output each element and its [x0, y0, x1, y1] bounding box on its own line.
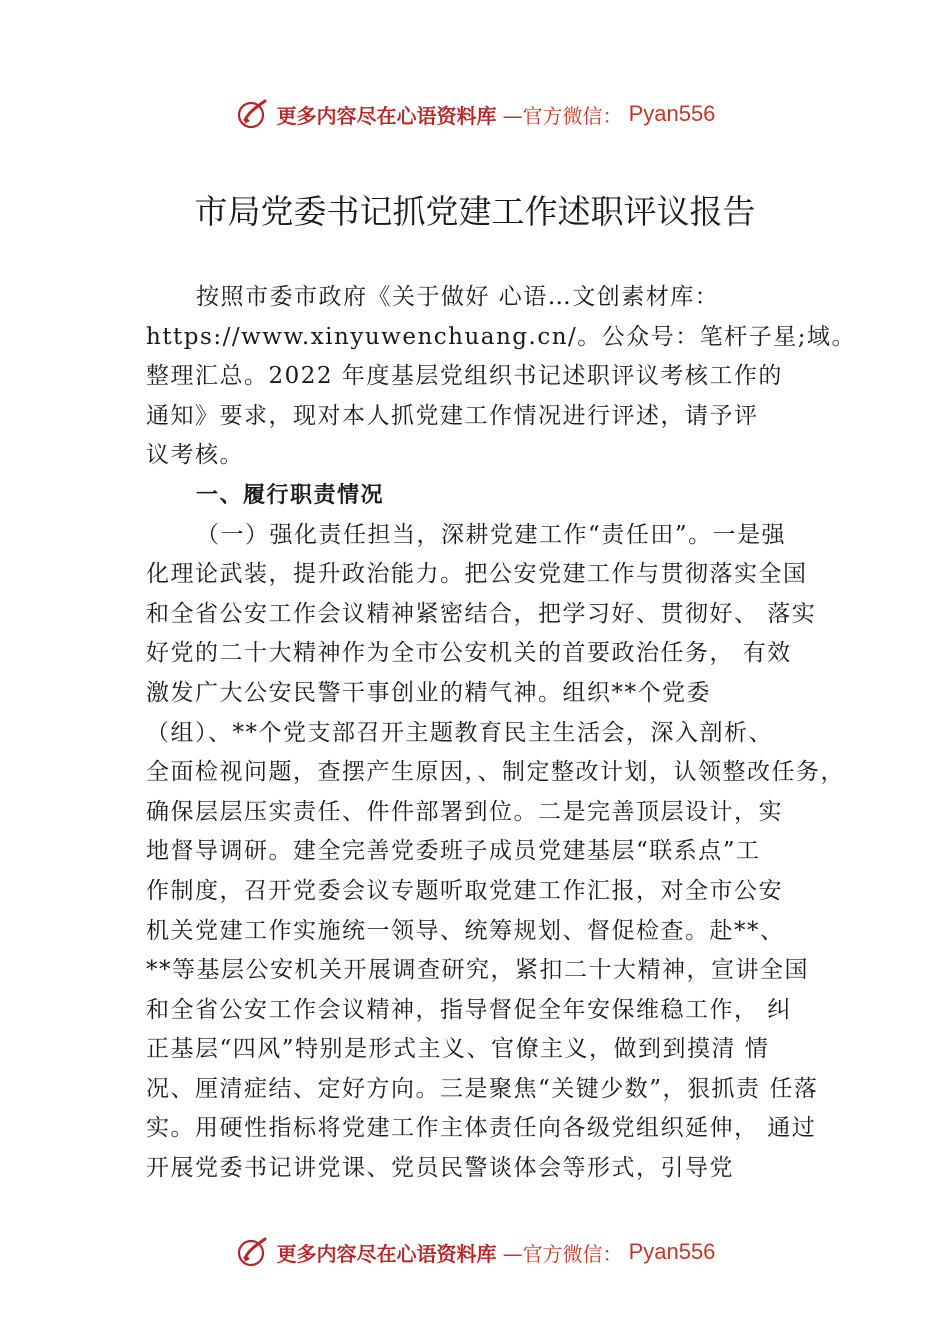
banner-wechat-id: Pyan556 — [628, 101, 716, 126]
text-line: 况、厘清症结、定好方向。三是聚焦“关键少数”，狠抓责 任落 — [146, 1075, 819, 1102]
text-line: 开展党委书记讲党课、党员民警谈体会等形式，引导党 — [146, 1155, 734, 1182]
text-line: 和全省公安工作会议精神紧密结合，把学习好、贯彻好、 落实 — [146, 600, 817, 627]
text-line: 化理论武装，提升政治能力。把公安党建工作与贯彻落实全国 — [146, 561, 808, 588]
text-line: **等基层公安机关开展调查研究，紧扣二十大精神，宣讲全国 — [146, 957, 809, 984]
brush-logo-icon — [235, 1234, 271, 1270]
brush-logo-icon — [235, 96, 271, 132]
text-line: 通知》要求，现对本人抓党建工作情况进行评述，请予评 — [146, 402, 759, 429]
text-line: 按照市委市政府《关于做好 心语…文创素材库： — [196, 284, 720, 310]
text-line: 地督导调研。建全完善党委班子成员党建基层“联系点”工 — [146, 838, 761, 865]
text-line: （组）、**个党支部召开主题教育民主生活会，深入剖析、 — [146, 719, 773, 746]
text-line: 全面检视问题，查摆产生原因，、制定整改计划，认领整改任务， — [146, 759, 845, 786]
document-title: 市局党委书记抓党建工作述职评议报告 — [194, 192, 756, 231]
text-line: 激发广大公安民警干事创业的精气神。组织**个党委 — [146, 679, 711, 706]
banner-wechat-id: Pyan556 — [628, 1239, 716, 1264]
text-line: 议考核。 — [146, 442, 244, 469]
text-line: https://www.xinyuwenchuang.cn/。公众号：笔杆子星;域。 — [146, 323, 857, 350]
section-heading: 一、履行职责情况 — [196, 482, 385, 508]
header-banner — [0, 92, 950, 136]
banner-text: 更多内容尽在心语资料库 — [276, 103, 497, 128]
text-line: （一）强化责任担当，深耕党建工作“责任田”。一是强 — [196, 521, 787, 548]
text-line: 确保层层压实责任、件件部署到位。二是完善顶层设计，实 — [146, 798, 783, 825]
banner-wechat-label: —官方微信： — [502, 103, 623, 128]
text-line: 作制度，召开党委会议专题听取党建工作汇报，对全市公安 — [146, 877, 783, 904]
text-line: 整理汇总。2022 年度基层党组织书记述职评议考核工作的 — [146, 363, 783, 390]
text-line: 正基层“四风”特别是形式主义、官僚主义，做到到摸清 情 — [146, 1036, 770, 1063]
banner-wechat-label: —官方微信： — [502, 1241, 623, 1266]
document-body — [146, 278, 857, 1189]
text-line: 机关党建工作实施统一领导、统筹规划、督促检查。赴**、 — [146, 917, 785, 944]
text-line: 实。用硬性指标将党建工作主体责任向各级党组织延伸， 通过 — [146, 1115, 817, 1142]
banner-text: 更多内容尽在心语资料库 — [276, 1241, 497, 1266]
footer-banner — [0, 1230, 950, 1274]
text-line: 和全省公安工作会议精神，指导督促全年安保维稳工作， 纠 — [146, 996, 792, 1023]
text-line: 好党的二十大精神作为全市公安机关的首要政治任务， 有效 — [146, 640, 792, 667]
